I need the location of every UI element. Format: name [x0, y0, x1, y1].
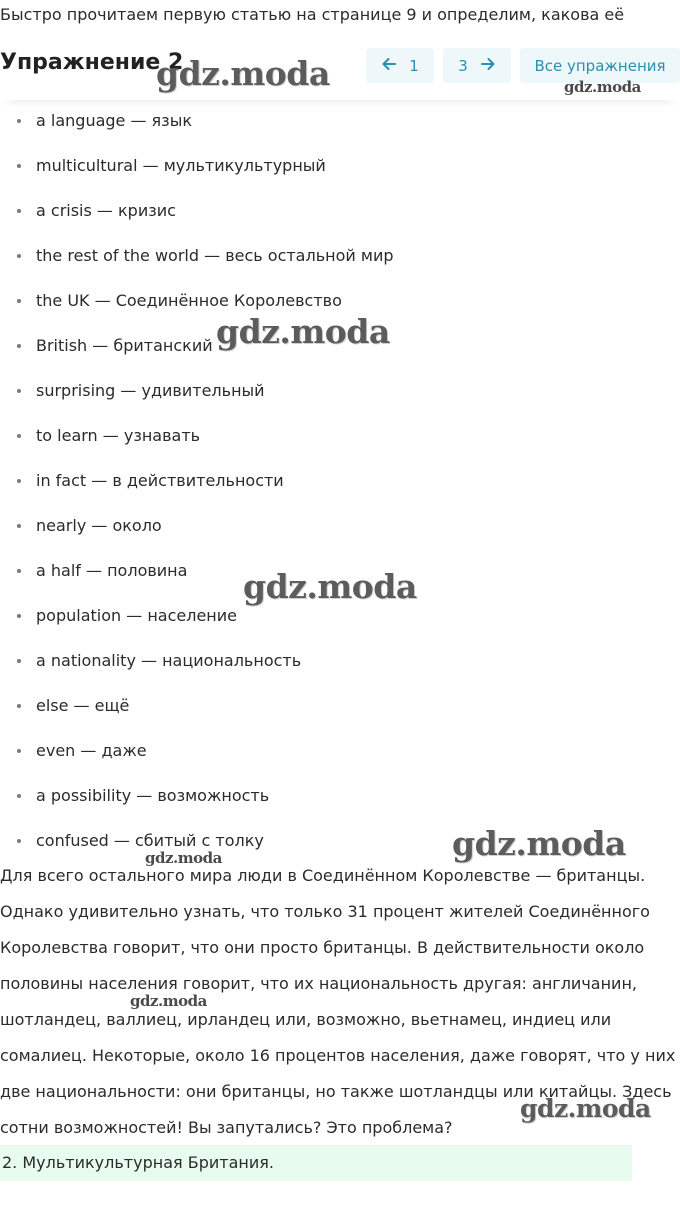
vocab-item-text: to learn — узнавать [36, 426, 201, 445]
arrow-left-icon [381, 56, 397, 76]
vocab-item-text: in fact — в действительности [36, 471, 284, 490]
vocabulary-list [0, 98, 680, 863]
bullet-icon [17, 299, 21, 303]
watermark: gdz.moda [520, 1094, 651, 1123]
paragraph-line: шотландец, валлиец, ирландец или, возможно, вьетнамец, индиец или [0, 1010, 612, 1029]
vocab-item [0, 98, 680, 143]
watermark: gdz.moda [564, 78, 641, 96]
prev-exercise-button[interactable] [366, 48, 434, 83]
watermark: gdz.moda [130, 992, 207, 1010]
vocab-item-text: a crisis — кризис [36, 201, 176, 220]
vocab-item [0, 143, 680, 188]
vocab-item-text: British — британский [36, 336, 213, 355]
bullet-icon [17, 659, 21, 663]
bullet-icon [17, 839, 21, 843]
vocab-item [0, 683, 680, 728]
paragraph-line: Королевства говорит, что они просто британцы. В действительности около [0, 938, 645, 957]
watermark: gdz.moda [216, 312, 390, 351]
bullet-icon [17, 254, 21, 258]
vocab-item-text: the UK — Соединённое Королевство [36, 291, 342, 310]
answer-block: 2. Мультикультурная Британия. [0, 1145, 632, 1181]
vocab-item-text: confused — сбитый с толку [36, 831, 264, 850]
prev-exercise-label: 1 [409, 56, 419, 75]
bullet-icon [17, 794, 21, 798]
watermark: gdz.moda [243, 567, 417, 606]
bullet-icon [17, 704, 21, 708]
watermark: gdz.moda [452, 824, 626, 863]
bullet-icon [17, 209, 21, 213]
vocab-item-text: the rest of the world — весь остальной мир [36, 246, 394, 265]
vocab-item-text: a nationality — национальность [36, 651, 302, 670]
bullet-icon [17, 344, 21, 348]
paragraph-line: сотни возможностей! Вы запутались? Это проблема? [0, 1118, 453, 1137]
vocab-item-text: else — ещё [36, 696, 130, 715]
watermark: gdz.moda [145, 849, 222, 867]
paragraph-line: две национальности: они британцы, но также шотландцы или китайцы. Здесь [0, 1082, 672, 1101]
vocab-item [0, 638, 680, 683]
paragraph-line: половины населения говорит, что их национальность другая: англичанин, [0, 974, 637, 993]
vocab-item [0, 458, 680, 503]
vocab-item-text: a half — половина [36, 561, 188, 580]
vocab-item [0, 188, 680, 233]
bullet-icon [17, 164, 21, 168]
vocab-item-text: surprising — удивительный [36, 381, 265, 400]
watermark: gdz.moda [156, 54, 330, 93]
vocab-item [0, 233, 680, 278]
vocab-item-text: multicultural — мультикультурный [36, 156, 326, 175]
bullet-icon [17, 614, 21, 618]
vocab-item [0, 368, 680, 413]
vocab-item-text: population — население [36, 606, 237, 625]
next-exercise-label: 3 [458, 56, 468, 75]
vocab-item [0, 413, 680, 458]
paragraph-line: Однако удивительно узнать, что только 31 процент жителей Соединённого [0, 902, 650, 921]
vocab-item-text: even — даже [36, 741, 147, 760]
vocab-item [0, 503, 680, 548]
next-exercise-button[interactable] [443, 48, 511, 83]
arrow-right-icon [480, 56, 496, 76]
vocab-item-text: a possibility — возможность [36, 786, 270, 805]
paragraph-line: Для всего остального мира люди в Соединённом Королевстве — британцы. [0, 866, 646, 885]
bullet-icon [17, 479, 21, 483]
bullet-icon [17, 389, 21, 393]
bullet-icon [17, 524, 21, 528]
vocab-item [0, 773, 680, 818]
vocab-item-text: nearly — около [36, 516, 162, 535]
all-exercises-button[interactable]: Все упражнения [520, 48, 680, 83]
paragraph-line: сомалиец. Некоторые, около 16 процентов населения, даже говорят, что у них [0, 1046, 676, 1065]
bullet-icon [17, 749, 21, 753]
bullet-icon [17, 119, 21, 123]
exercise-title: Упражнение 2 [0, 50, 184, 75]
vocab-item [0, 728, 680, 773]
bullet-icon [17, 569, 21, 573]
bullet-icon [17, 434, 21, 438]
vocab-item-text: a language — язык [36, 111, 192, 130]
intro-text: Быстро прочитаем первую статью на странице 9 и определим, какова её [0, 5, 625, 24]
